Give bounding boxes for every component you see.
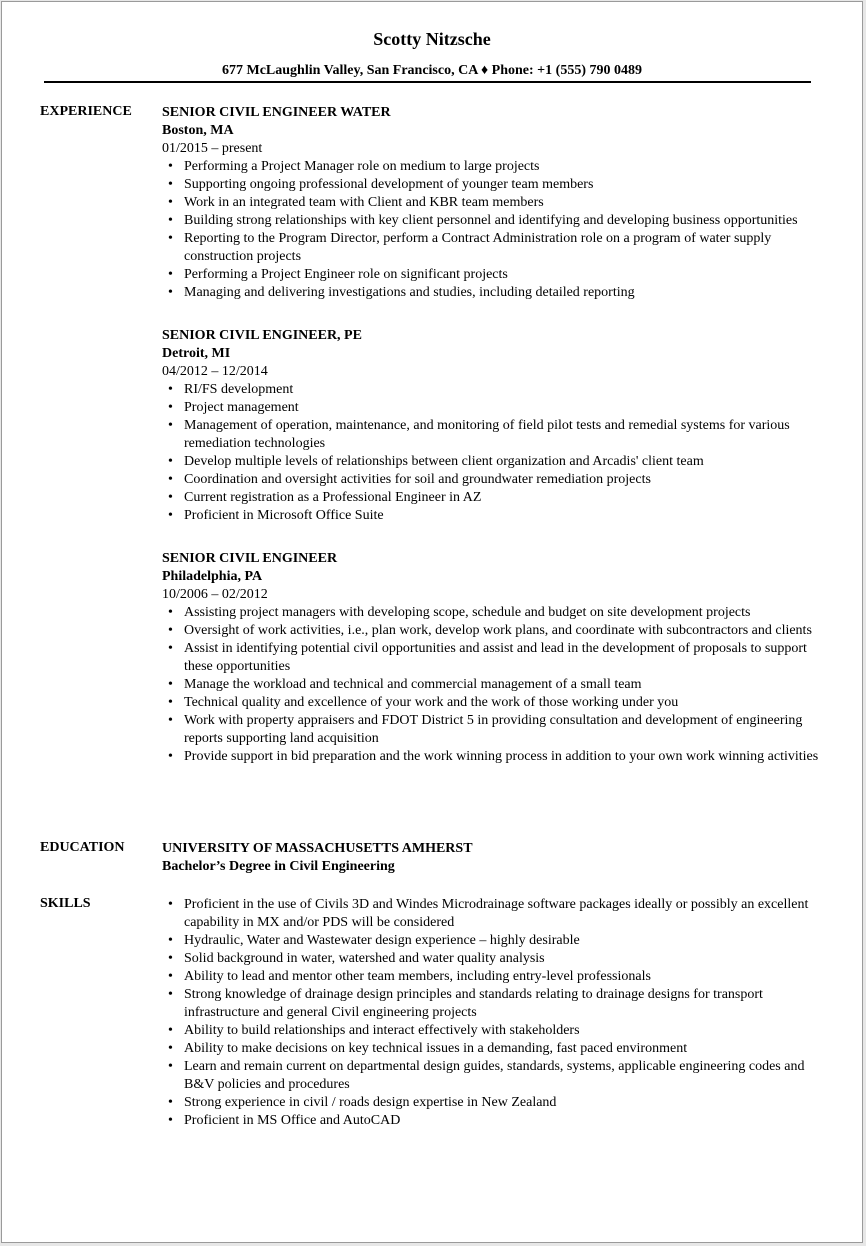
bullet-item bbox=[162, 194, 822, 212]
bullet-item bbox=[162, 1094, 822, 1112]
bullet-icon: • bbox=[168, 695, 173, 710]
bullet-text: Reporting to the Program Director, perform a Contract Administration role on a program of water supply construction projects bbox=[184, 231, 772, 264]
bullet-icon: • bbox=[168, 195, 173, 210]
bullet-item bbox=[162, 453, 822, 471]
bullet-item bbox=[162, 489, 822, 507]
bullet-icon: • bbox=[168, 418, 173, 433]
bullet-text: Performing a Project Engineer role on significant projects bbox=[184, 267, 508, 282]
bullet-text: Manage the workload and technical and commercial management of a small team bbox=[184, 677, 642, 692]
bullet-text: Solid background in water, watershed and water quality analysis bbox=[184, 951, 545, 966]
education-entry bbox=[162, 840, 822, 876]
bullet-item bbox=[162, 712, 822, 748]
bullet-item bbox=[162, 932, 822, 950]
bullet-item bbox=[162, 417, 822, 453]
bullet-text: Technical quality and excellence of your work and the work of those working under you bbox=[184, 695, 679, 710]
bullet-icon: • bbox=[168, 1041, 173, 1056]
bullet-text: Ability to make decisions on key technical issues in a demanding, fast paced environment bbox=[184, 1041, 688, 1056]
bullet-icon: • bbox=[168, 213, 173, 228]
bullet-text: Project management bbox=[184, 400, 299, 415]
bullet-text: Assist in identifying potential civil opportunities and assist and lead in the development of proposals to support these opportunities bbox=[184, 641, 807, 674]
bullet-text: Provide support in bid preparation and the work winning process in addition to your own work winning activities bbox=[184, 749, 819, 764]
bullet-text: RI/FS development bbox=[184, 382, 294, 397]
bullet-text: Oversight of work activities, i.e., plan work, develop work plans, and coordinate with subcontractors and clients bbox=[184, 623, 812, 638]
education-school: UNIVERSITY OF MASSACHUSETTS AMHERST bbox=[162, 841, 473, 856]
bullet-icon: • bbox=[168, 677, 173, 692]
bullet-icon: • bbox=[168, 713, 173, 728]
bullet-item bbox=[162, 1040, 822, 1058]
bullet-text: Learn and remain current on departmental design guides, standards, systems, applicable engineering codes and B&V policies and procedures bbox=[184, 1059, 805, 1092]
bullet-item bbox=[162, 176, 822, 194]
section-heading-skills: SKILLS bbox=[40, 896, 91, 911]
bullet-icon: • bbox=[168, 382, 173, 397]
job-title: SENIOR CIVIL ENGINEER bbox=[162, 551, 338, 566]
job-dates: 01/2015 – present bbox=[162, 141, 263, 156]
section-heading-education: EDUCATION bbox=[40, 840, 125, 855]
job-title: SENIOR CIVIL ENGINEER, PE bbox=[162, 328, 362, 343]
bullet-item bbox=[162, 986, 822, 1022]
bullet-icon: • bbox=[168, 285, 173, 300]
skills-list bbox=[162, 896, 822, 1130]
bullet-icon: • bbox=[168, 472, 173, 487]
bullet-item bbox=[162, 1112, 822, 1130]
bullet-item bbox=[162, 604, 822, 622]
contact-line: 677 McLaughlin Valley, San Francisco, CA ♦ Phone: +1 (555) 790 0489 bbox=[222, 63, 642, 78]
bullet-icon: • bbox=[168, 897, 173, 912]
bullet-text: Ability to lead and mentor other team members, including entry-level professionals bbox=[184, 969, 651, 984]
bullet-icon: • bbox=[168, 231, 173, 246]
candidate-name: Scotty Nitzsche bbox=[373, 29, 491, 49]
bullet-icon: • bbox=[168, 1095, 173, 1110]
job-bullets bbox=[162, 381, 822, 525]
bullet-item bbox=[162, 1022, 822, 1040]
bullet-text: Performing a Project Manager role on medium to large projects bbox=[184, 159, 540, 174]
bullet-text: Management of operation, maintenance, and monitoring of field pilot tests and remedial systems for various remediation technologies bbox=[184, 418, 790, 451]
bullet-item bbox=[162, 266, 822, 284]
bullet-icon: • bbox=[168, 400, 173, 415]
bullet-item bbox=[162, 284, 822, 302]
header-divider bbox=[44, 81, 811, 83]
bullet-text: Work with property appraisers and FDOT District 5 in providing consultation and development of engineering reports supporting land acquisition bbox=[184, 713, 803, 746]
job-dates: 04/2012 – 12/2014 bbox=[162, 364, 268, 379]
bullet-item bbox=[162, 622, 822, 640]
bullet-text: Develop multiple levels of relationships between client organization and Arcadis' client team bbox=[184, 454, 704, 469]
bullet-text: Assisting project managers with developing scope, schedule and budget on site development projects bbox=[184, 605, 751, 620]
bullet-icon: • bbox=[168, 454, 173, 469]
job-dates: 10/2006 – 02/2012 bbox=[162, 587, 268, 602]
bullet-item bbox=[162, 676, 822, 694]
education-degree: Bachelor’s Degree in Civil Engineering bbox=[162, 859, 395, 874]
bullet-item bbox=[162, 212, 822, 230]
bullet-icon: • bbox=[168, 177, 173, 192]
experience-list bbox=[162, 104, 822, 791]
bullet-item bbox=[162, 399, 822, 417]
bullet-icon: • bbox=[168, 1113, 173, 1128]
bullet-text: Managing and delivering investigations and studies, including detailed reporting bbox=[184, 285, 635, 300]
bullet-text: Building strong relationships with key client personnel and identifying and developing business opportunities bbox=[184, 213, 798, 228]
bullet-text: Work in an integrated team with Client and KBR team members bbox=[184, 195, 544, 210]
bullet-item bbox=[162, 471, 822, 489]
bullet-icon: • bbox=[168, 749, 173, 764]
bullet-icon: • bbox=[168, 1023, 173, 1038]
section-heading-experience: EXPERIENCE bbox=[40, 104, 132, 119]
bullet-icon: • bbox=[168, 267, 173, 282]
bullet-item bbox=[162, 158, 822, 176]
bullet-text: Supporting ongoing professional development of younger team members bbox=[184, 177, 594, 192]
bullet-icon: • bbox=[168, 987, 173, 1002]
bullet-item bbox=[162, 381, 822, 399]
bullet-icon: • bbox=[168, 605, 173, 620]
job-bullets bbox=[162, 604, 822, 766]
resume-page bbox=[1, 1, 863, 1243]
bullet-item bbox=[162, 230, 822, 266]
bullet-text: Strong experience in civil / roads design expertise in New Zealand bbox=[184, 1095, 557, 1110]
bullet-icon: • bbox=[168, 933, 173, 948]
skills-entry bbox=[162, 896, 822, 1130]
bullet-item bbox=[162, 507, 822, 525]
bullet-text: Ability to build relationships and interact effectively with stakeholders bbox=[184, 1023, 580, 1038]
bullet-text: Coordination and oversight activities for soil and groundwater remediation projects bbox=[184, 472, 651, 487]
bullet-text: Proficient in MS Office and AutoCAD bbox=[184, 1113, 401, 1128]
job-location: Philadelphia, PA bbox=[162, 569, 263, 584]
bullet-text: Proficient in Microsoft Office Suite bbox=[184, 508, 384, 523]
bullet-item bbox=[162, 1058, 822, 1094]
bullet-text: Proficient in the use of Civils 3D and Windes Microdrainage software packages ideally or possibly an excellent capability in MX and/or PDS will be considered bbox=[184, 897, 809, 930]
bullet-icon: • bbox=[168, 623, 173, 638]
bullet-item bbox=[162, 640, 822, 676]
bullet-item bbox=[162, 896, 822, 932]
job-entry bbox=[162, 550, 822, 766]
bullet-text: Strong knowledge of drainage design principles and standards relating to drainage designs for transport infrastructure and general Civil engineering projects bbox=[184, 987, 763, 1020]
job-location: Boston, MA bbox=[162, 123, 234, 138]
bullet-icon: • bbox=[168, 508, 173, 523]
bullet-item bbox=[162, 694, 822, 712]
job-location: Detroit, MI bbox=[162, 346, 231, 361]
bullet-icon: • bbox=[168, 490, 173, 505]
job-title: SENIOR CIVIL ENGINEER WATER bbox=[162, 105, 391, 120]
bullet-item bbox=[162, 748, 822, 766]
bullet-icon: • bbox=[168, 969, 173, 984]
bullet-icon: • bbox=[168, 1059, 173, 1074]
job-bullets bbox=[162, 158, 822, 302]
bullet-icon: • bbox=[168, 159, 173, 174]
bullet-item bbox=[162, 968, 822, 986]
job-entry bbox=[162, 327, 822, 525]
bullet-text: Current registration as a Professional Engineer in AZ bbox=[184, 490, 482, 505]
bullet-icon: • bbox=[168, 641, 173, 656]
bullet-icon: • bbox=[168, 951, 173, 966]
job-entry bbox=[162, 104, 822, 302]
bullet-text: Hydraulic, Water and Wastewater design experience – highly desirable bbox=[184, 933, 580, 948]
bullet-item bbox=[162, 950, 822, 968]
